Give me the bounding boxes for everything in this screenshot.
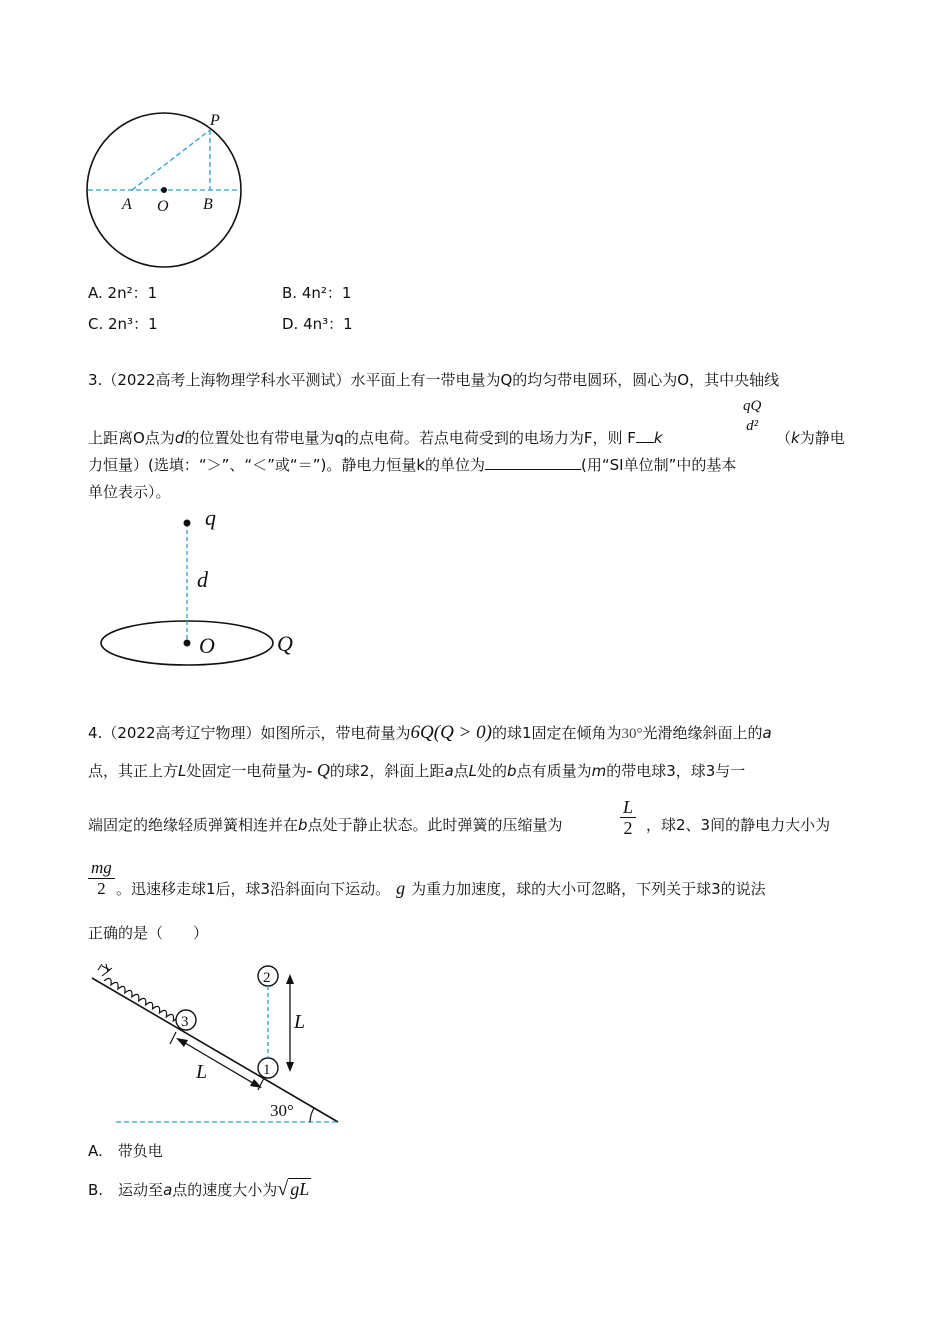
center-dot: [161, 187, 167, 193]
q4-option-a: A. 带负电: [88, 1142, 163, 1160]
label-A: A: [122, 196, 132, 213]
label-q: q: [205, 505, 216, 530]
charge-q-dot: [184, 520, 191, 527]
label-P: P: [210, 112, 220, 129]
q4-line2: 点，其正上方L处固定一电荷量为- Q的球2，斜面上距a点L处的b点有质量为m的带电球3，球3与一: [88, 760, 746, 780]
q4-line3: 端固定的绝缘轻质弹簧相连并在b点处于静止状态。此时弹簧的压缩量为: [88, 816, 563, 834]
q4-source: （2022高考辽宁物理）: [102, 724, 261, 742]
q4-number: 4.: [88, 724, 103, 742]
incline-surface: [92, 978, 338, 1122]
label-B: B: [203, 196, 213, 213]
q4-line3-end: ，球2、3间的静电力大小为: [646, 816, 831, 834]
ring-figure: [95, 505, 315, 675]
q3-line3: 力恒量）(选填：“＞”、“＜”或“＝”)。静电力恒量k的单位为 (用“SI单位制”中的基本: [88, 456, 737, 474]
label-Q: Q: [277, 631, 293, 656]
sqrt-symbol: √: [277, 1178, 289, 1200]
q4-option-b: B. 运动至a点的速度大小为√ gL: [88, 1178, 310, 1200]
q2-option-d: D. 4n³：1: [282, 315, 353, 333]
circle-figure: [80, 105, 280, 280]
label-L-left: L: [196, 1061, 208, 1083]
q2-option-c: C. 2n³：1: [88, 315, 158, 333]
q3-number: 3.: [88, 371, 103, 389]
q2-option-b: B. 4n²：1: [282, 284, 352, 302]
label-d: d: [197, 567, 208, 592]
label-O: O: [199, 633, 215, 658]
q4-line4: 。迅速移走球1后，球3沿斜面向下运动。 g 为重力加速度，球的大小可忽略，下列关于球3的说法: [116, 878, 766, 898]
q4-line5: 正确的是（ ）: [88, 924, 209, 942]
label-ball-1: 1: [263, 1062, 271, 1078]
label-ball-3: 3: [181, 1014, 189, 1030]
answer-blank[interactable]: [485, 469, 581, 470]
ring-center-dot: [184, 640, 191, 647]
q4-line1: 4.（2022高考辽宁物理）如图所示，带电荷量为6Q(Q > 0)的球1固定在倾角为30°光滑绝缘斜面上的a: [88, 722, 772, 743]
label-L-right: L: [294, 1011, 306, 1033]
q3-line4: 单位表示）。: [88, 483, 171, 501]
slant-L-arrow: [180, 1040, 258, 1086]
q4-fraction-mg: $\frac{mg}{2}$: [88, 858, 115, 899]
q2-option-a: A. 2n²：1: [88, 284, 158, 302]
line-AP: [132, 130, 210, 190]
incline-figure: [88, 960, 348, 1130]
angle-arc: [310, 1108, 314, 1122]
q3-line2: 上距离O点为d的位置处也有带电量为q的点电荷。若点电荷受到的电场力为F，则 F k: [88, 429, 663, 447]
spring: [104, 977, 183, 1025]
q4-fraction-L: $\frac{L}{2}$: [620, 797, 636, 838]
label-angle: 30°: [270, 1101, 294, 1120]
q3-fraction: qQ d²: [743, 398, 762, 434]
q3-source: （2022高考上海物理学科水平测试）: [102, 371, 351, 389]
label-O: O: [157, 198, 169, 215]
q3-line1: 3.（2022高考上海物理学科水平测试）水平面上有一带电量为Q的均匀带电圆环，圆心为O，其中央轴线: [88, 371, 780, 389]
q3-line2-end: （k为静电: [776, 429, 845, 447]
label-ball-2: 2: [263, 970, 271, 986]
